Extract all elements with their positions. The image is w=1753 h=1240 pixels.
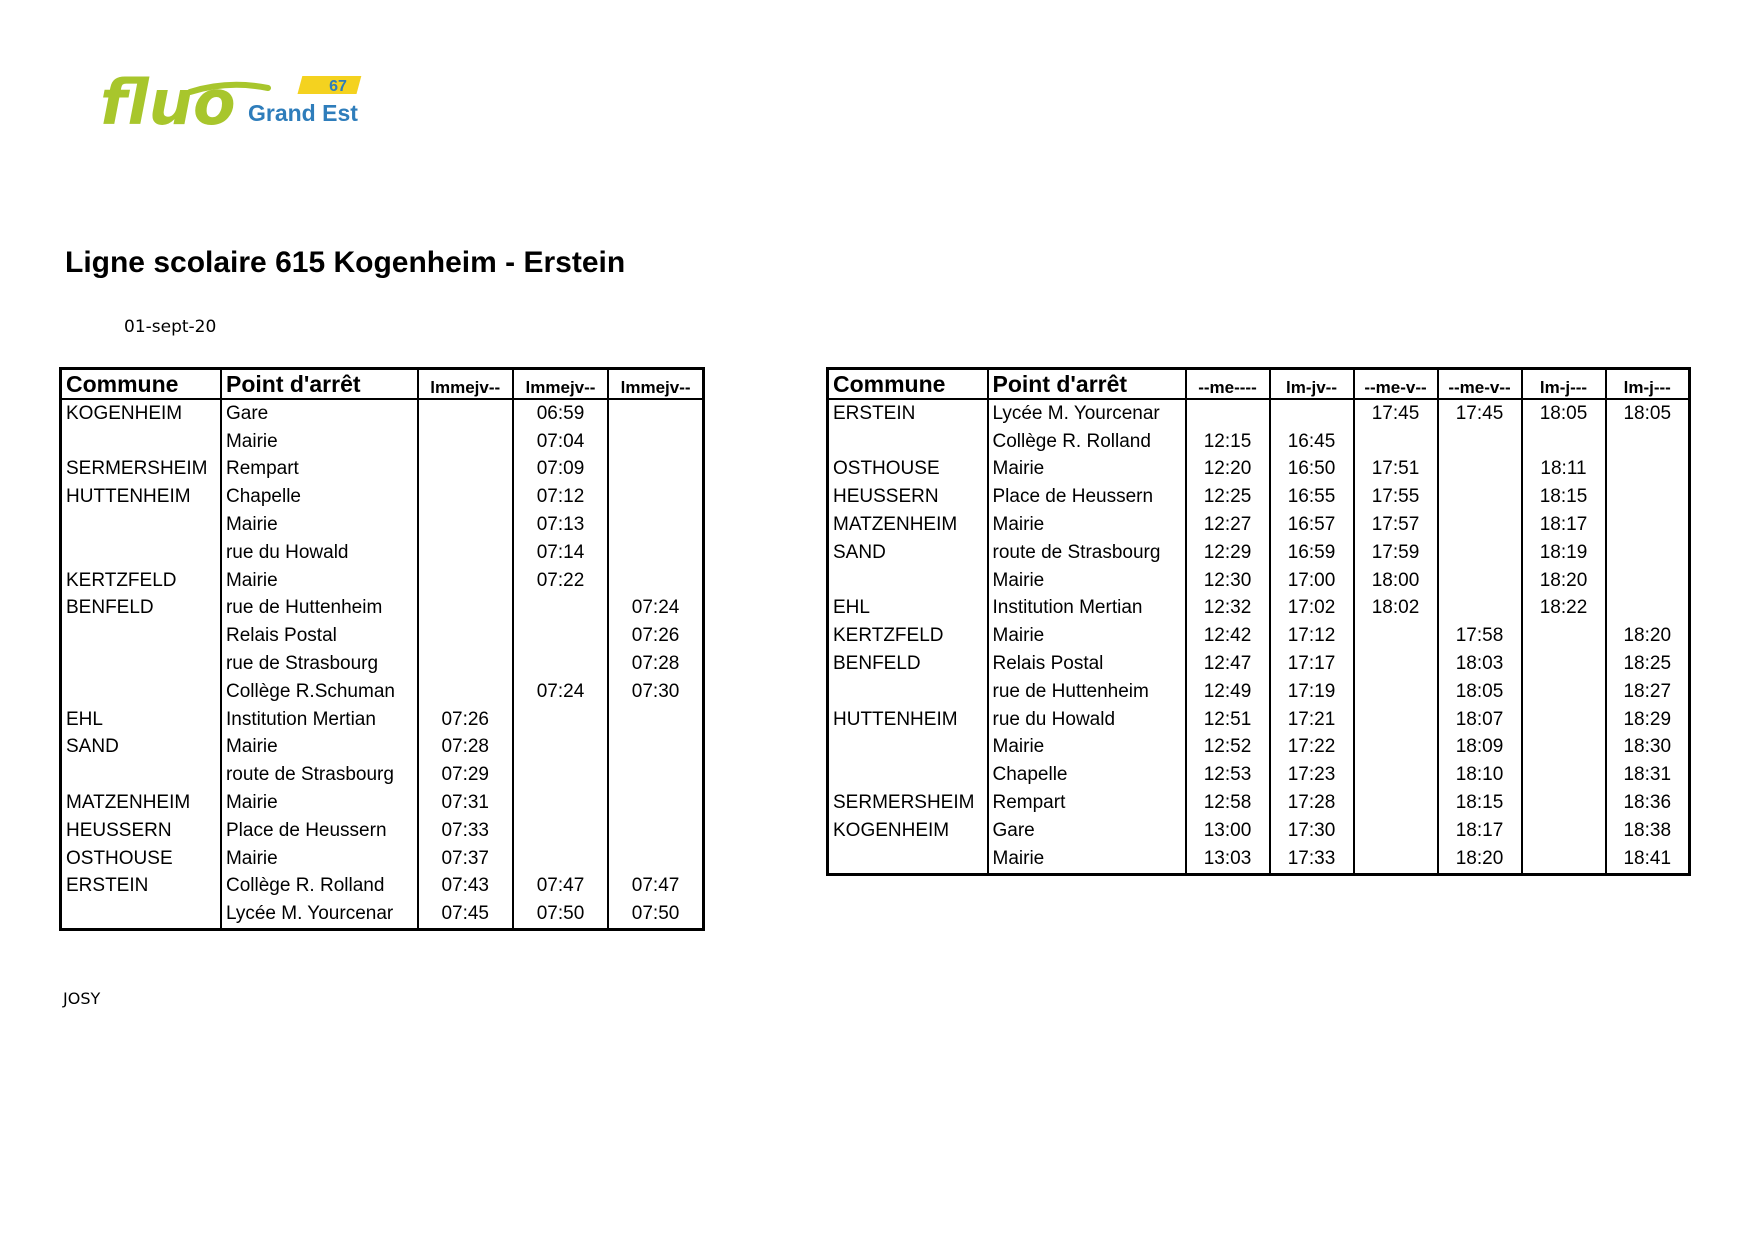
commune-cell: EHL — [66, 708, 103, 730]
time-cell — [608, 399, 703, 428]
time-cell — [1354, 761, 1438, 789]
time-cell — [608, 789, 703, 817]
time-cell — [1186, 399, 1270, 428]
time-cell: 17:21 — [1270, 706, 1354, 734]
time-cell — [608, 817, 703, 845]
time-cell — [1354, 845, 1438, 874]
stop-cell: rue du Howald — [988, 706, 1186, 734]
commune-cell: KOGENHEIM — [833, 819, 950, 841]
stop-cell: rue de Huttenheim — [221, 595, 418, 623]
time-cell: 18:00 — [1354, 567, 1438, 595]
commune-cell: BENFELD — [66, 597, 154, 619]
time-cell: 12:25 — [1186, 483, 1270, 511]
table-row — [828, 567, 1690, 595]
table-row — [61, 789, 704, 817]
time-cell: 17:12 — [1270, 622, 1354, 650]
time-cell: 18:09 — [1438, 734, 1522, 762]
column-header: Point d'arrêt — [221, 369, 418, 400]
time-cell: 17:55 — [1354, 483, 1438, 511]
commune-cell: KOGENHEIM — [66, 402, 183, 424]
stop-cell: Place de Heussern — [988, 483, 1186, 511]
commune-cell — [61, 622, 221, 650]
time-cell: 16:55 — [1270, 483, 1354, 511]
time-cell: 12:42 — [1186, 622, 1270, 650]
time-cell — [1438, 456, 1522, 484]
time-cell: 17:45 — [1438, 399, 1522, 428]
time-cell: 16:50 — [1270, 456, 1354, 484]
table-row — [61, 734, 704, 762]
time-cell: 12:53 — [1186, 761, 1270, 789]
time-cell: 07:26 — [608, 622, 703, 650]
stop-cell: Institution Mertian — [988, 595, 1186, 623]
time-cell — [418, 539, 513, 567]
time-cell: 18:15 — [1522, 483, 1606, 511]
table-row — [828, 650, 1690, 678]
time-cell — [1522, 845, 1606, 874]
time-cell — [1354, 428, 1438, 456]
time-cell — [418, 456, 513, 484]
commune-cell — [61, 678, 221, 706]
time-cell: 07:12 — [513, 483, 608, 511]
commune-cell: SERMERSHEIM — [833, 792, 975, 814]
header-row — [61, 369, 704, 400]
time-cell — [418, 678, 513, 706]
time-cell — [1354, 622, 1438, 650]
table-row — [828, 734, 1690, 762]
stop-cell: Chapelle — [988, 761, 1186, 789]
time-cell — [1438, 483, 1522, 511]
time-cell: 17:23 — [1270, 761, 1354, 789]
time-cell: 12:15 — [1186, 428, 1270, 456]
commune-cell: SERMERSHEIM — [66, 458, 208, 480]
time-cell: 18:29 — [1606, 706, 1690, 734]
time-cell — [1522, 678, 1606, 706]
stop-cell: Institution Mertian — [221, 706, 418, 734]
time-cell — [513, 789, 608, 817]
commune-cell — [828, 567, 988, 595]
table-row — [61, 845, 704, 873]
time-cell — [1354, 817, 1438, 845]
time-cell: 12:47 — [1186, 650, 1270, 678]
commune-cell: SAND — [66, 736, 119, 758]
stop-cell: Mairie — [221, 428, 418, 456]
time-cell — [608, 539, 703, 567]
time-cell: 07:28 — [608, 650, 703, 678]
table-row — [61, 817, 704, 845]
commune-cell: ERSTEIN — [66, 875, 149, 897]
stop-cell: Mairie — [988, 622, 1186, 650]
time-cell — [1606, 428, 1690, 456]
commune-cell — [61, 900, 221, 929]
table-row — [61, 900, 704, 929]
time-cell — [1606, 567, 1690, 595]
column-header: --me-v-- — [1354, 369, 1438, 400]
column-header: lmmejv-- — [513, 369, 608, 400]
time-cell — [513, 622, 608, 650]
time-cell: 18:31 — [1606, 761, 1690, 789]
time-cell — [513, 761, 608, 789]
footer-note: JOSY — [63, 989, 101, 1008]
stop-cell: Mairie — [221, 734, 418, 762]
stop-cell: Lycée M. Yourcenar — [988, 399, 1186, 428]
stop-cell: route de Strasbourg — [221, 761, 418, 789]
time-cell — [1522, 789, 1606, 817]
time-cell: 17:30 — [1270, 817, 1354, 845]
time-cell — [608, 483, 703, 511]
time-cell — [1606, 511, 1690, 539]
commune-cell — [61, 761, 221, 789]
stop-cell: Place de Heussern — [221, 817, 418, 845]
commune-cell — [828, 761, 988, 789]
time-cell: 07:09 — [513, 456, 608, 484]
time-cell: 17:59 — [1354, 539, 1438, 567]
time-cell — [1354, 734, 1438, 762]
time-cell: 18:20 — [1606, 622, 1690, 650]
table-row — [828, 483, 1690, 511]
time-cell: 18:27 — [1606, 678, 1690, 706]
time-cell: 18:11 — [1522, 456, 1606, 484]
table-row — [828, 761, 1690, 789]
table-row — [828, 428, 1690, 456]
stop-cell: Mairie — [221, 789, 418, 817]
time-cell — [608, 511, 703, 539]
page-title: Ligne scolaire 615 Kogenheim - Erstein — [65, 246, 626, 279]
stop-cell: Mairie — [221, 511, 418, 539]
table-row — [828, 456, 1690, 484]
time-cell: 12:29 — [1186, 539, 1270, 567]
time-cell: 17:45 — [1354, 399, 1438, 428]
time-cell: 18:38 — [1606, 817, 1690, 845]
commune-cell: KERTZFELD — [66, 569, 177, 591]
table-row — [61, 456, 704, 484]
time-cell — [1270, 399, 1354, 428]
time-cell — [418, 595, 513, 623]
column-header: lmmejv-- — [418, 369, 513, 400]
time-cell: 12:32 — [1186, 595, 1270, 623]
time-cell: 16:59 — [1270, 539, 1354, 567]
stop-cell: Rempart — [221, 456, 418, 484]
time-cell: 07:13 — [513, 511, 608, 539]
commune-cell: HUTTENHEIM — [66, 486, 191, 508]
time-cell — [1522, 428, 1606, 456]
stop-cell: Collège R. Rolland — [221, 873, 418, 901]
stop-cell: Mairie — [221, 567, 418, 595]
time-cell: 07:24 — [513, 678, 608, 706]
table-row — [828, 539, 1690, 567]
time-cell: 18:17 — [1438, 817, 1522, 845]
time-cell — [418, 483, 513, 511]
time-cell: 07:14 — [513, 539, 608, 567]
time-cell: 17:51 — [1354, 456, 1438, 484]
time-cell — [418, 650, 513, 678]
time-cell — [1522, 817, 1606, 845]
time-cell: 12:51 — [1186, 706, 1270, 734]
time-cell: 07:30 — [608, 678, 703, 706]
time-cell: 18:20 — [1522, 567, 1606, 595]
time-cell: 17:57 — [1354, 511, 1438, 539]
time-cell — [513, 650, 608, 678]
time-cell — [1354, 706, 1438, 734]
commune-cell: HUTTENHEIM — [833, 708, 958, 730]
commune-cell — [61, 650, 221, 678]
time-cell: 17:22 — [1270, 734, 1354, 762]
time-cell — [608, 761, 703, 789]
time-cell: 13:03 — [1186, 845, 1270, 874]
table-row — [61, 761, 704, 789]
column-header: lm-j--- — [1522, 369, 1606, 400]
time-cell — [418, 511, 513, 539]
time-cell: 18:41 — [1606, 845, 1690, 874]
time-cell: 07:50 — [513, 900, 608, 929]
table-row — [61, 539, 704, 567]
time-cell — [513, 734, 608, 762]
commune-cell — [61, 539, 221, 567]
table-row — [828, 789, 1690, 817]
time-cell — [608, 734, 703, 762]
time-cell: 16:57 — [1270, 511, 1354, 539]
table-row — [828, 706, 1690, 734]
commune-cell — [61, 511, 221, 539]
time-cell: 07:47 — [608, 873, 703, 901]
commune-cell — [828, 734, 988, 762]
commune-cell: BENFELD — [833, 653, 921, 675]
stop-cell: Mairie — [988, 567, 1186, 595]
table-row — [828, 511, 1690, 539]
time-cell: 07:47 — [513, 873, 608, 901]
table-row — [828, 595, 1690, 623]
time-cell: 07:29 — [418, 761, 513, 789]
time-cell — [608, 706, 703, 734]
time-cell: 18:15 — [1438, 789, 1522, 817]
table-row — [828, 399, 1690, 428]
time-cell: 18:36 — [1606, 789, 1690, 817]
time-cell: 12:52 — [1186, 734, 1270, 762]
stop-cell: rue de Huttenheim — [988, 678, 1186, 706]
commune-cell: HEUSSERN — [66, 819, 172, 841]
stop-cell: Relais Postal — [988, 650, 1186, 678]
commune-cell — [828, 845, 988, 874]
time-cell: 18:25 — [1606, 650, 1690, 678]
time-cell: 17:19 — [1270, 678, 1354, 706]
time-cell: 07:45 — [418, 900, 513, 929]
time-cell: 07:33 — [418, 817, 513, 845]
stop-cell: Mairie — [988, 845, 1186, 874]
date-label: 01-sept-20 — [124, 317, 217, 337]
time-cell: 18:10 — [1438, 761, 1522, 789]
time-cell — [418, 567, 513, 595]
time-cell: 13:00 — [1186, 817, 1270, 845]
time-cell: 07:24 — [608, 595, 703, 623]
time-cell: 18:30 — [1606, 734, 1690, 762]
column-header: --me-v-- — [1438, 369, 1522, 400]
time-cell: 07:43 — [418, 873, 513, 901]
time-cell — [513, 706, 608, 734]
commune-cell: MATZENHEIM — [833, 514, 958, 536]
time-cell — [513, 595, 608, 623]
time-cell: 07:04 — [513, 428, 608, 456]
column-header: Commune — [61, 369, 221, 400]
time-cell: 17:58 — [1438, 622, 1522, 650]
logo-badge: 67 — [329, 78, 347, 95]
time-cell — [1606, 483, 1690, 511]
stop-cell: Lycée M. Yourcenar — [221, 900, 418, 929]
time-cell: 07:22 — [513, 567, 608, 595]
time-cell: 18:05 — [1522, 399, 1606, 428]
stop-cell: rue de Strasbourg — [221, 650, 418, 678]
time-cell: 17:17 — [1270, 650, 1354, 678]
stop-cell: rue du Howald — [221, 539, 418, 567]
time-cell: 12:27 — [1186, 511, 1270, 539]
return-timetable — [826, 367, 1691, 876]
time-cell: 18:02 — [1354, 595, 1438, 623]
time-cell: 17:00 — [1270, 567, 1354, 595]
fluo-grand-est-logo — [100, 66, 380, 146]
stop-cell: Collège R. Rolland — [988, 428, 1186, 456]
table-row — [828, 622, 1690, 650]
time-cell — [1438, 428, 1522, 456]
time-cell — [1438, 511, 1522, 539]
commune-cell: MATZENHEIM — [66, 792, 191, 814]
table-row — [61, 706, 704, 734]
time-cell: 12:30 — [1186, 567, 1270, 595]
time-cell: 18:19 — [1522, 539, 1606, 567]
logo-text: fluo — [100, 66, 236, 139]
time-cell: 07:31 — [418, 789, 513, 817]
time-cell — [418, 399, 513, 428]
time-cell: 06:59 — [513, 399, 608, 428]
time-cell — [1438, 567, 1522, 595]
time-cell: 07:50 — [608, 900, 703, 929]
time-cell: 07:37 — [418, 845, 513, 873]
stop-cell: route de Strasbourg — [988, 539, 1186, 567]
time-cell — [418, 428, 513, 456]
time-cell: 12:20 — [1186, 456, 1270, 484]
time-cell — [1438, 595, 1522, 623]
time-cell — [513, 817, 608, 845]
time-cell: 18:20 — [1438, 845, 1522, 874]
time-cell — [1606, 595, 1690, 623]
time-cell — [608, 428, 703, 456]
stop-cell: Rempart — [988, 789, 1186, 817]
time-cell: 18:05 — [1606, 399, 1690, 428]
table-row — [828, 817, 1690, 845]
time-cell — [1522, 622, 1606, 650]
time-cell: 12:49 — [1186, 678, 1270, 706]
column-header: lm-jv-- — [1270, 369, 1354, 400]
time-cell — [608, 567, 703, 595]
table-row — [61, 650, 704, 678]
commune-cell: KERTZFELD — [833, 625, 944, 647]
time-cell: 17:28 — [1270, 789, 1354, 817]
stop-cell: Gare — [221, 399, 418, 428]
time-cell — [1354, 789, 1438, 817]
column-header: --me---- — [1186, 369, 1270, 400]
table-row — [828, 845, 1690, 874]
time-cell: 18:05 — [1438, 678, 1522, 706]
commune-cell — [828, 678, 988, 706]
table-row — [61, 567, 704, 595]
table-row — [61, 873, 704, 901]
column-header: lm-j--- — [1606, 369, 1690, 400]
time-cell: 07:26 — [418, 706, 513, 734]
header-row — [828, 369, 1690, 400]
stop-cell: Mairie — [988, 456, 1186, 484]
commune-cell — [61, 428, 221, 456]
table-row — [61, 511, 704, 539]
outbound-timetable — [59, 367, 705, 931]
commune-cell: SAND — [833, 541, 886, 563]
time-cell: 07:28 — [418, 734, 513, 762]
time-cell: 12:58 — [1186, 789, 1270, 817]
time-cell: 17:02 — [1270, 595, 1354, 623]
stop-cell: Mairie — [988, 734, 1186, 762]
time-cell: 16:45 — [1270, 428, 1354, 456]
stop-cell: Chapelle — [221, 483, 418, 511]
time-cell: 18:17 — [1522, 511, 1606, 539]
time-cell — [608, 456, 703, 484]
table-row — [61, 399, 704, 428]
stop-cell: Mairie — [221, 845, 418, 873]
time-cell — [1438, 539, 1522, 567]
time-cell: 18:07 — [1438, 706, 1522, 734]
commune-cell — [828, 428, 988, 456]
time-cell — [608, 845, 703, 873]
table-row — [61, 483, 704, 511]
commune-cell: HEUSSERN — [833, 486, 939, 508]
stop-cell: Relais Postal — [221, 622, 418, 650]
commune-cell: OSTHOUSE — [833, 458, 940, 480]
time-cell: 18:22 — [1522, 595, 1606, 623]
column-header: lmmejv-- — [608, 369, 703, 400]
time-cell: 18:03 — [1438, 650, 1522, 678]
stop-cell: Gare — [988, 817, 1186, 845]
time-cell — [513, 845, 608, 873]
column-header: Commune — [828, 369, 988, 400]
column-header: Point d'arrêt — [988, 369, 1186, 400]
time-cell — [418, 622, 513, 650]
time-cell — [1606, 539, 1690, 567]
table-row — [61, 678, 704, 706]
table-row — [61, 595, 704, 623]
table-row — [61, 622, 704, 650]
time-cell — [1354, 678, 1438, 706]
time-cell — [1522, 706, 1606, 734]
logo-brand: Grand Est — [248, 100, 358, 126]
time-cell — [1354, 650, 1438, 678]
time-cell — [1522, 734, 1606, 762]
commune-cell: ERSTEIN — [833, 402, 916, 424]
stop-cell: Mairie — [988, 511, 1186, 539]
time-cell — [1606, 456, 1690, 484]
time-cell — [1522, 650, 1606, 678]
table-row — [828, 678, 1690, 706]
time-cell — [1522, 761, 1606, 789]
commune-cell: EHL — [833, 597, 870, 619]
table-row — [61, 428, 704, 456]
stop-cell: Collège R.Schuman — [221, 678, 418, 706]
commune-cell: OSTHOUSE — [66, 847, 173, 869]
time-cell: 17:33 — [1270, 845, 1354, 874]
